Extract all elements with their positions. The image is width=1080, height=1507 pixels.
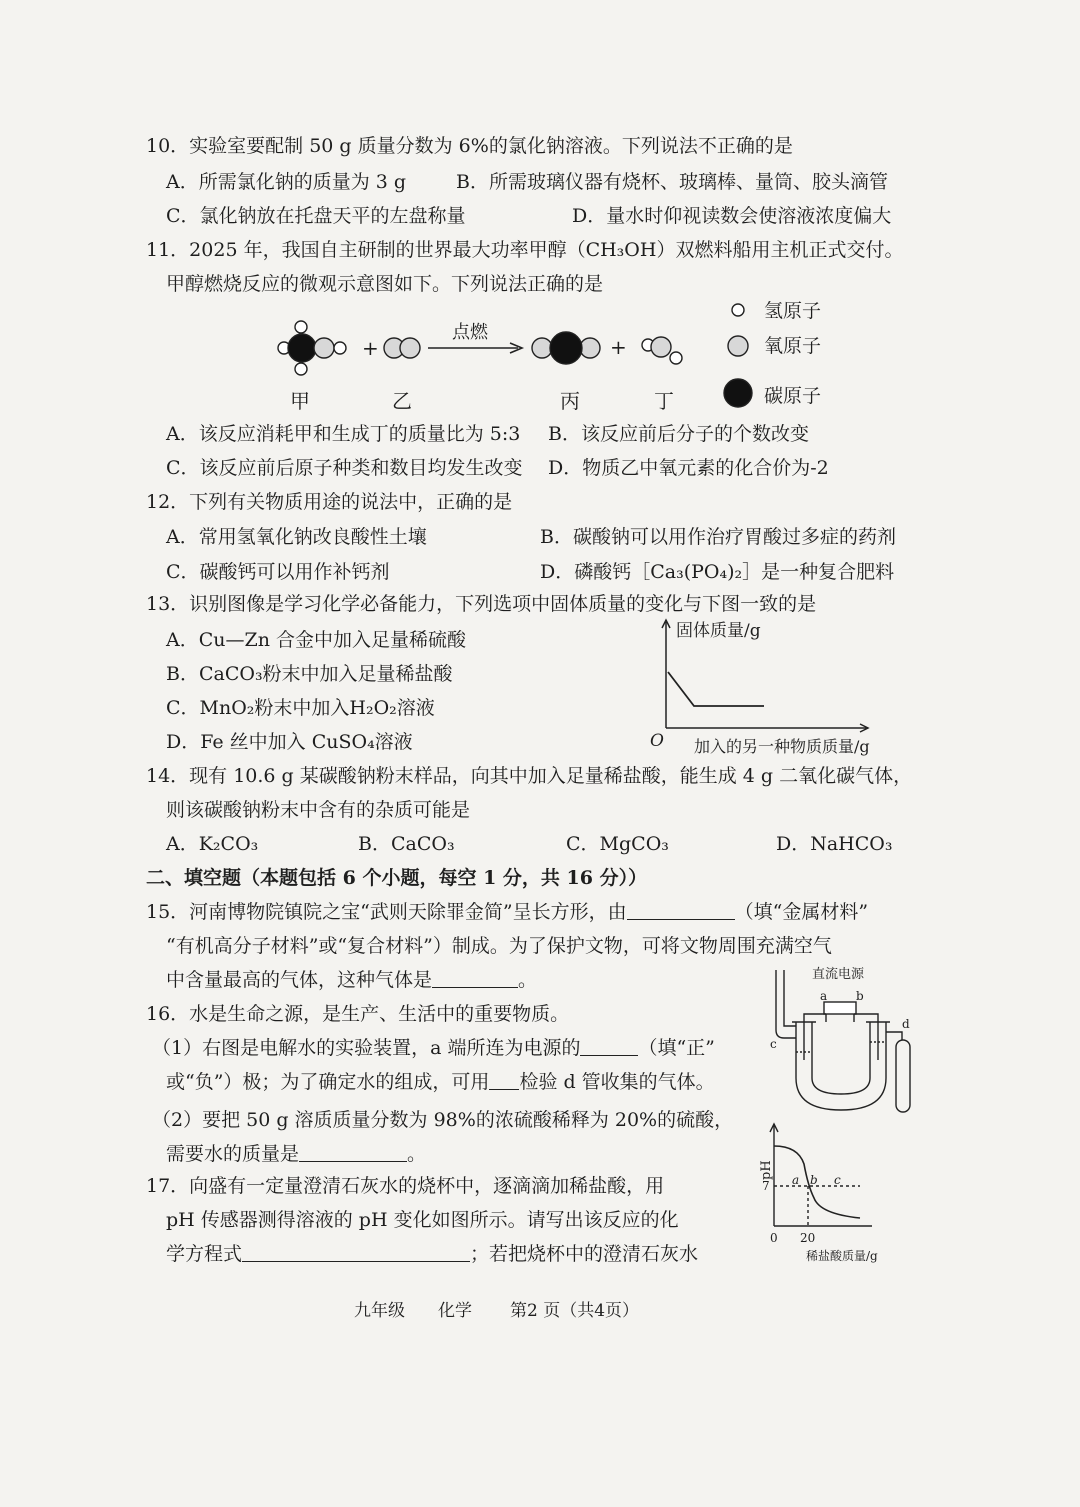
- q13-option-c: C．MnO₂粉末中加入H₂O₂溶液: [166, 697, 435, 719]
- q17-line2: pH 传感器测得溶液的 pH 变化如图所示。请写出该反应的化: [166, 1209, 679, 1231]
- q14-option-a: A．K₂CO₃: [166, 833, 259, 855]
- q15-line2: “有机高分子材料”或“复合材料”）制成。为了保护文物，可将文物周围充满空气: [166, 935, 832, 957]
- q10-option-a: A．所需氯化钠的质量为 3 g: [166, 171, 407, 193]
- ph-x-label: 稀盐酸质量/g: [806, 1249, 878, 1263]
- q13-graph: [646, 614, 896, 760]
- terminal-b: b: [856, 989, 864, 1003]
- q15-line3: [166, 968, 537, 992]
- q13-option-a: A．Cu—Zn 合金中加入足量稀硫酸: [166, 629, 466, 651]
- q13-option-d: D．Fe 丝中加入 CuSO₄溶液: [166, 731, 413, 753]
- legend-carbon-icon: [724, 379, 752, 407]
- q14-stem-line1: 14．现有 10.6 g 某碳酸钠粉末样品，向其中加入足量稀盐酸，能生成 4 g 二氧化碳气体，: [146, 765, 913, 787]
- reaction-diagram: [260, 296, 840, 416]
- q16-part2-line2: [166, 1142, 426, 1166]
- label-bing: 丙: [560, 389, 580, 413]
- q15-line3-tail: 。: [518, 969, 538, 991]
- q16-blank-3[interactable]: [299, 1143, 407, 1162]
- label-jia: 甲: [290, 389, 310, 413]
- legend-oxygen-icon: [728, 336, 748, 356]
- legend-carbon: 碳原子: [764, 385, 822, 407]
- plus-sign-1: +: [362, 336, 379, 360]
- q12-option-b: B．碳酸钠可以用作治疗胃酸过多症的药剂: [540, 526, 896, 548]
- tube-d: [886, 1032, 902, 1040]
- electrolysis-apparatus: [766, 960, 926, 1120]
- molecule-oxygen: [384, 338, 420, 358]
- reaction-arrow: [428, 343, 522, 353]
- q11-stem-line2: 甲醇燃烧反应的微观示意图如下。下列说法正确的是: [166, 273, 604, 295]
- q15-line1: [146, 900, 868, 924]
- footer-subject: 化学: [438, 1301, 472, 1321]
- legend-hydrogen: 氢原子: [764, 300, 822, 322]
- q13-option-b: B．CaCO₃粉末中加入足量稀盐酸: [166, 663, 453, 685]
- q12-option-a: A．常用氢氧化钠改良酸性土壤: [166, 526, 427, 548]
- q16-p1d-text: 检验 d 管收集的气体。: [519, 1071, 715, 1093]
- legend-oxygen: 氧原子: [764, 335, 822, 357]
- power-label: 直流电源: [812, 967, 865, 982]
- ph-origin: 0: [770, 1231, 778, 1245]
- tube-c: [776, 970, 796, 1038]
- mass-curve: [668, 672, 764, 706]
- q16-p1-tail: （填“正”: [638, 1037, 715, 1059]
- q10-option-c: C．氯化钠放在托盘天平的左盘称量: [166, 205, 466, 227]
- molecule-water: [642, 337, 682, 364]
- q11-option-b: B．该反应前后分子的个数改变: [548, 423, 809, 445]
- ph-graph: [754, 1120, 904, 1266]
- q12-stem: 12．下列有关物质用途的说法中，正确的是: [146, 491, 513, 513]
- q10-stem: 10．实验室要配制 50 g 质量分数为 6%的氯化钠溶液。下列说法不正确的是: [146, 135, 793, 157]
- test-tube: [896, 1040, 910, 1112]
- q15-line1-tail: （填“金属材料”: [734, 901, 869, 923]
- q11-option-c: C．该反应前后原子种类和数目均发生改变: [166, 457, 523, 479]
- q15-blank-1[interactable]: [627, 901, 735, 920]
- q16-p1c-text: 或“负”）极；为了确定水的组成，可用: [166, 1071, 490, 1093]
- q16-blank-2[interactable]: [489, 1071, 519, 1090]
- molecule-carbon-dioxide: [532, 332, 600, 364]
- u-tube-inner: [812, 1022, 870, 1094]
- q16-part1-line1: [152, 1036, 715, 1060]
- q17-l3-text: 学方程式: [166, 1243, 243, 1265]
- q10-option-b: B．所需玻璃仪器有烧杯、玻璃棒、量筒、胶头滴管: [456, 171, 888, 193]
- q16-part2-line1: （2）要把 50 g 溶质质量分数为 98%的浓硫酸稀释为 20%的硫酸，: [152, 1109, 734, 1131]
- q12-option-c: C．碳酸钙可以用作补钙剂: [166, 561, 390, 583]
- tube-c-label: c: [770, 1037, 777, 1051]
- q16-p1-text: （1）右图是电解水的实验装置，a 端所连为电源的: [152, 1037, 581, 1059]
- y-axis-label: 固体质量/g: [676, 621, 761, 641]
- q14-option-c: C．MgCO₃: [566, 833, 669, 855]
- q16-part1-line2: [166, 1070, 715, 1094]
- reaction-condition: 点燃: [452, 322, 488, 343]
- q17-l3-tail: ；若把烧杯中的澄清石灰水: [470, 1243, 699, 1265]
- molecule-methanol: [278, 321, 346, 375]
- q16-blank-1[interactable]: [580, 1037, 638, 1056]
- legend-hydrogen-icon: [732, 304, 744, 316]
- u-tube-outer: [796, 1022, 886, 1110]
- ph-y-label: pH: [759, 1160, 774, 1180]
- label-yi: 乙: [392, 389, 412, 413]
- q17-line1: 17．向盛有一定量澄清石灰水的烧杯中，逐滴滴加稀盐酸，用: [146, 1175, 665, 1197]
- ph-x-tick: 20: [800, 1231, 816, 1245]
- terminal-a: a: [820, 989, 828, 1003]
- power-box: [824, 1002, 856, 1014]
- x-axis-label: 加入的另一种物质质量/g: [694, 737, 870, 756]
- footer-grade: 九年级: [354, 1301, 405, 1321]
- q10-option-d: D．量水时仰视读数会使溶液浓度偏大: [572, 205, 892, 227]
- q14-option-b: B．CaCO₃: [358, 833, 455, 855]
- point-a: a: [792, 1173, 800, 1187]
- q17-line3: [166, 1242, 698, 1266]
- tube-d-label: d: [902, 1017, 910, 1031]
- q15-line3-text: 中含量最高的气体，这种气体是: [166, 969, 433, 991]
- q14-option-d: D．NaHCO₃: [776, 833, 893, 855]
- ph-y-tick: 7: [762, 1179, 770, 1193]
- q16-p2c-text: 。: [407, 1143, 427, 1165]
- point-b: b: [810, 1173, 818, 1187]
- footer-page: 第2 页（共4页）: [510, 1301, 640, 1321]
- q16-p2b-text: 需要水的质量是: [166, 1143, 300, 1165]
- origin-label: O: [650, 731, 664, 751]
- q11-option-d: D．物质乙中氧元素的化合价为-2: [548, 457, 829, 479]
- q15-blank-2[interactable]: [432, 969, 518, 988]
- q12-option-d: D．磷酸钙［Ca₃(PO₄)₂］是一种复合肥料: [540, 561, 895, 583]
- q17-blank-1[interactable]: [242, 1243, 470, 1262]
- q11-stem-line1: 11．2025 年，我国自主研制的世界最大功率甲醇（CH₃OH）双燃料船用主机正式交付。: [146, 239, 904, 261]
- point-c: c: [834, 1173, 841, 1187]
- q13-stem: 13．识别图像是学习化学必备能力，下列选项中固体质量的变化与下图一致的是: [146, 593, 817, 615]
- label-ding: 丁: [654, 389, 674, 413]
- plus-sign-2: +: [610, 335, 627, 359]
- q11-option-a: A．该反应消耗甲和生成丁的质量比为 5:3: [166, 423, 521, 445]
- q14-stem-line2: 则该碳酸钠粉末中含有的杂质可能是: [166, 799, 471, 821]
- q16-stem: 16．水是生命之源，是生产、生活中的重要物质。: [146, 1003, 570, 1025]
- q15-line1-text: 15．河南博物院镇院之宝“武则天除罪金简”呈长方形，由: [146, 901, 627, 923]
- section-2-heading: 二、填空题（本题包括 6 个小题，每空 1 分，共 16 分））: [146, 867, 648, 889]
